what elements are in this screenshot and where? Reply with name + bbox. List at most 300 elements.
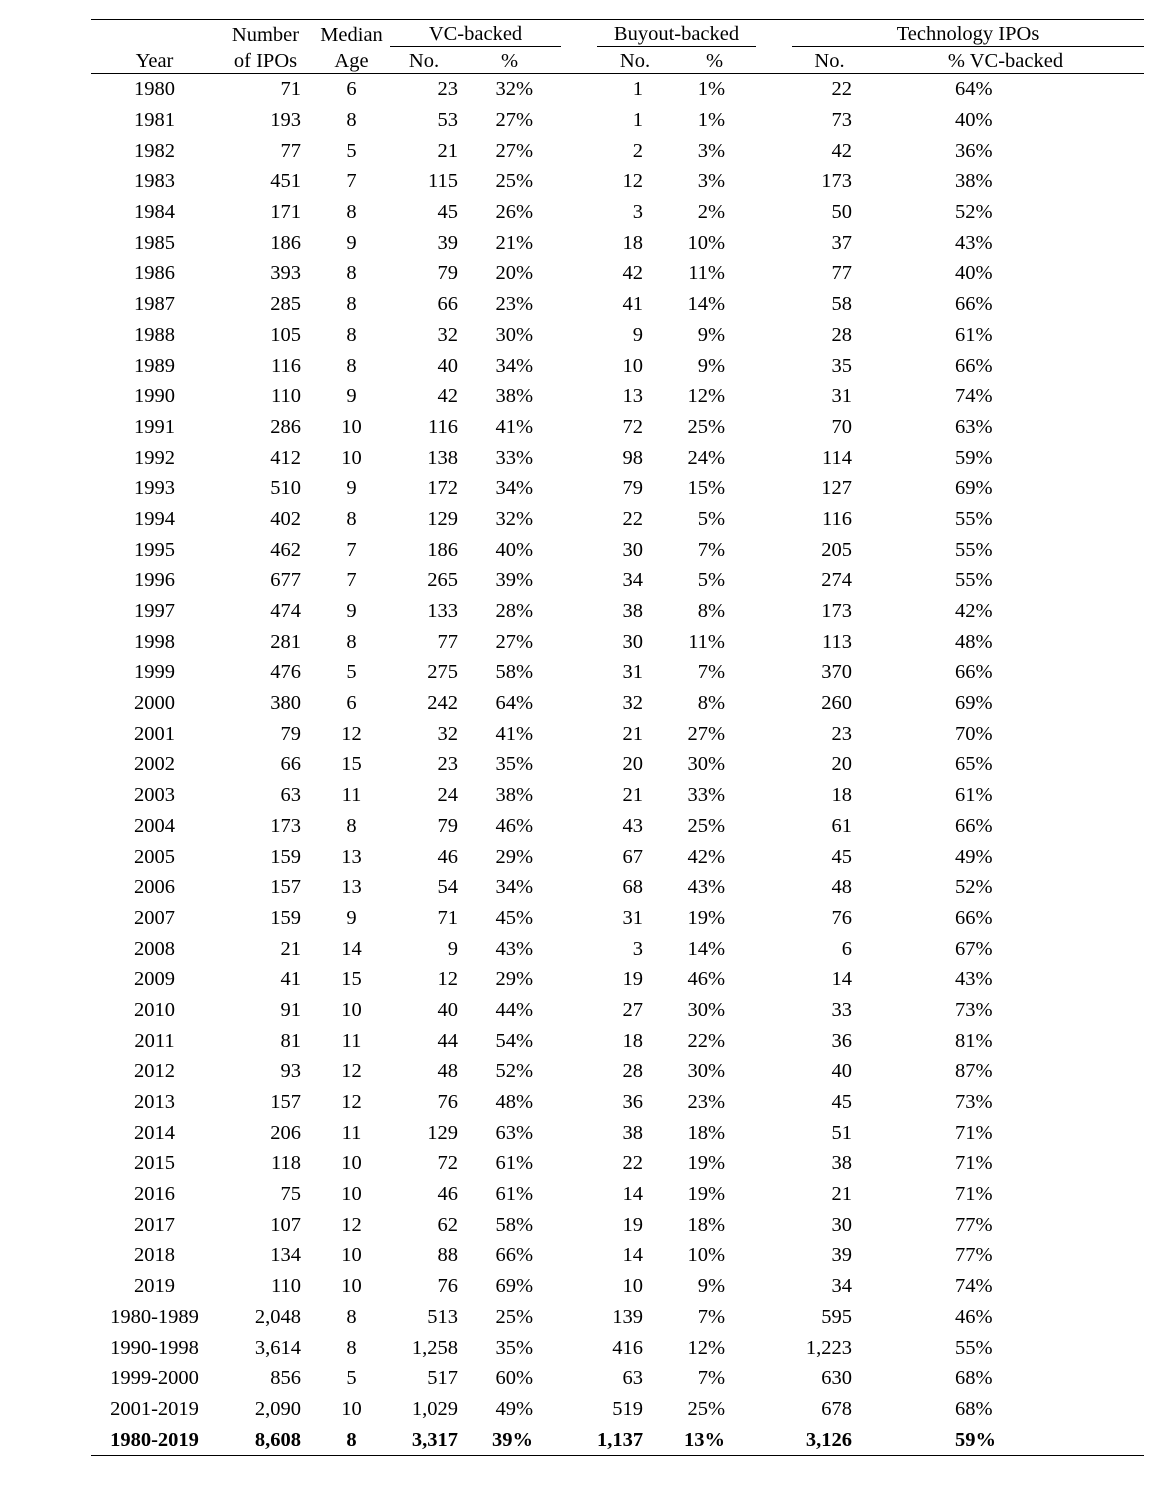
cell-median-age: 12 xyxy=(341,722,362,745)
cell-buyout-no: 139 xyxy=(612,1305,644,1328)
cell-tech-pct-vc-backed: 38% xyxy=(955,170,993,193)
cell-tech-no: 73 xyxy=(831,109,853,132)
table-row xyxy=(91,197,1144,228)
cell-tech-pct-vc-backed: 49% xyxy=(955,845,993,868)
cell-buyout-no: 18 xyxy=(622,1029,644,1052)
cell-year: 2000 xyxy=(134,692,175,715)
header-vc-backed-group: VC-backed xyxy=(390,20,561,47)
cell-median-age: 5 xyxy=(346,661,357,684)
cell-vc-no: 79 xyxy=(437,262,458,285)
cell-number-of-ipos: 91 xyxy=(280,998,301,1021)
table-row xyxy=(91,903,1144,934)
cell-vc-no: 133 xyxy=(427,600,458,623)
cell-tech-no: 14 xyxy=(831,968,853,991)
cell-year: 2005 xyxy=(134,845,175,868)
cell-year: 2016 xyxy=(134,1183,175,1206)
cell-buyout-no: 31 xyxy=(622,906,644,929)
cell-tech-no: 205 xyxy=(821,538,853,561)
cell-vc-pct: 46% xyxy=(495,814,534,837)
cell-buyout-no: 12 xyxy=(622,170,644,193)
cell-tech-pct-vc-backed: 61% xyxy=(955,784,993,807)
cell-year: 2001-2019 xyxy=(110,1397,199,1420)
cell-year: 1983 xyxy=(134,170,175,193)
cell-vc-no: 42 xyxy=(437,385,458,408)
cell-vc-pct: 60% xyxy=(495,1367,534,1390)
cell-tech-no: 370 xyxy=(821,661,853,684)
cell-vc-no: 23 xyxy=(437,753,458,776)
cell-median-age: 10 xyxy=(341,998,362,1021)
cell-tech-no: 20 xyxy=(831,753,853,776)
cell-tech-no: 31 xyxy=(831,385,853,408)
cell-tech-no: 45 xyxy=(831,845,853,868)
header-number-line1: Number xyxy=(218,20,313,47)
header-number-line2: of IPOs xyxy=(218,47,313,74)
cell-tech-pct-vc-backed: 69% xyxy=(955,692,993,715)
cell-tech-no: 173 xyxy=(821,600,853,623)
cell-median-age: 9 xyxy=(346,906,357,929)
cell-buyout-pct: 33% xyxy=(687,784,726,807)
cell-median-age: 5 xyxy=(346,1367,357,1390)
cell-median-age: 10 xyxy=(341,446,362,469)
cell-tech-pct-vc-backed: 59% xyxy=(955,446,993,469)
cell-buyout-pct: 7% xyxy=(697,1305,726,1328)
header-tech-pct-vc-backed: % VC-backed xyxy=(867,47,1144,74)
cell-buyout-no: 72 xyxy=(622,415,644,438)
table-row xyxy=(91,1087,1144,1118)
cell-buyout-pct: 19% xyxy=(687,906,726,929)
cell-vc-pct: 25% xyxy=(495,170,534,193)
cell-year: 1990 xyxy=(134,385,175,408)
cell-vc-no: 275 xyxy=(427,661,458,684)
cell-tech-no: 3,126 xyxy=(792,1424,867,1455)
cell-year: 2002 xyxy=(134,753,175,776)
cell-tech-no: 58 xyxy=(831,293,853,316)
cell-vc-pct: 35% xyxy=(495,753,534,776)
cell-tech-no: 23 xyxy=(831,722,853,745)
cell-vc-pct: 52% xyxy=(495,1060,534,1083)
cell-vc-no: 62 xyxy=(437,1213,458,1236)
cell-buyout-pct: 25% xyxy=(687,415,726,438)
table-row xyxy=(91,504,1144,535)
cell-tech-pct-vc-backed: 68% xyxy=(955,1367,993,1390)
table-row xyxy=(91,780,1144,811)
cell-vc-pct: 63% xyxy=(495,1121,534,1144)
cell-number-of-ipos: 474 xyxy=(270,600,301,623)
table-row xyxy=(91,841,1144,872)
cell-tech-pct-vc-backed: 48% xyxy=(955,630,993,653)
cell-buyout-pct: 15% xyxy=(687,477,726,500)
cell-buyout-pct: 7% xyxy=(697,1367,726,1390)
cell-vc-pct: 45% xyxy=(495,906,534,929)
table-row xyxy=(91,105,1144,136)
cell-median-age: 9 xyxy=(346,231,357,254)
cell-vc-pct: 38% xyxy=(495,784,534,807)
cell-year: 2012 xyxy=(134,1060,175,1083)
cell-tech-pct-vc-backed: 77% xyxy=(955,1244,993,1267)
cell-year: 1987 xyxy=(134,293,175,316)
cell-number-of-ipos: 77 xyxy=(280,139,301,162)
cell-number-of-ipos: 451 xyxy=(270,170,301,193)
cell-vc-pct: 61% xyxy=(495,1152,534,1175)
cell-buyout-pct: 25% xyxy=(687,814,726,837)
cell-buyout-no: 19 xyxy=(622,968,644,991)
cell-buyout-pct: 19% xyxy=(687,1183,726,1206)
cell-vc-no: 79 xyxy=(437,814,458,837)
table-row xyxy=(91,933,1144,964)
cell-number-of-ipos: 159 xyxy=(270,845,301,868)
cell-buyout-no: 41 xyxy=(622,293,644,316)
cell-tech-no: 48 xyxy=(831,876,853,899)
cell-tech-no: 114 xyxy=(822,446,853,469)
cell-vc-pct: 35% xyxy=(495,1336,534,1359)
cell-vc-no: 186 xyxy=(427,538,458,561)
cell-tech-no: 37 xyxy=(831,231,853,254)
cell-buyout-pct: 7% xyxy=(697,661,726,684)
cell-year: 1992 xyxy=(134,446,175,469)
cell-tech-pct-vc-backed: 42% xyxy=(955,600,993,623)
cell-number-of-ipos: 66 xyxy=(280,753,301,776)
cell-median-age: 8 xyxy=(346,1336,357,1359)
cell-tech-no: 274 xyxy=(821,569,853,592)
cell-buyout-no: 519 xyxy=(612,1397,644,1420)
cell-vc-pct: 58% xyxy=(495,661,534,684)
table-row xyxy=(91,565,1144,596)
cell-year: 2004 xyxy=(134,814,175,837)
cell-buyout-no: 27 xyxy=(622,998,644,1021)
cell-buyout-no: 21 xyxy=(622,784,644,807)
cell-median-age: 9 xyxy=(346,477,357,500)
cell-buyout-no: 34 xyxy=(622,569,644,592)
cell-buyout-pct: 14% xyxy=(687,937,726,960)
cell-buyout-no: 36 xyxy=(622,1091,644,1114)
cell-vc-no: 242 xyxy=(427,692,458,715)
cell-tech-no: 22 xyxy=(831,78,853,101)
cell-tech-no: 173 xyxy=(821,170,853,193)
cell-tech-no: 51 xyxy=(831,1121,853,1144)
cell-tech-pct-vc-backed: 74% xyxy=(955,1275,993,1298)
cell-tech-pct-vc-backed: 66% xyxy=(955,906,993,929)
cell-buyout-no: 79 xyxy=(622,477,644,500)
cell-year: 1981 xyxy=(134,109,175,132)
cell-buyout-pct: 8% xyxy=(697,692,726,715)
cell-tech-pct-vc-backed: 52% xyxy=(955,876,993,899)
cell-tech-no: 70 xyxy=(831,415,853,438)
cell-median-age: 8 xyxy=(346,630,357,653)
cell-vc-no: 44 xyxy=(437,1029,458,1052)
cell-median-age: 14 xyxy=(341,937,362,960)
ipo-statistics-table-container xyxy=(91,19,1144,1456)
cell-tech-no: 38 xyxy=(831,1152,853,1175)
cell-vc-no: 21 xyxy=(437,139,458,162)
cell-vc-no: 24 xyxy=(437,784,458,807)
cell-year: 2014 xyxy=(134,1121,175,1144)
cell-buyout-no: 416 xyxy=(612,1336,644,1359)
cell-vc-pct: 21% xyxy=(495,231,534,254)
cell-median-age: 15 xyxy=(341,968,362,991)
table-row xyxy=(91,718,1144,749)
cell-vc-no: 76 xyxy=(437,1091,458,1114)
cell-buyout-pct: 30% xyxy=(687,998,726,1021)
cell-tech-pct-vc-backed: 61% xyxy=(955,323,993,346)
cell-number-of-ipos: 402 xyxy=(270,507,301,530)
cell-median-age: 8 xyxy=(346,814,357,837)
table-row xyxy=(91,534,1144,565)
cell-vc-pct: 23% xyxy=(495,293,534,316)
table-row xyxy=(91,442,1144,473)
cell-number-of-ipos: 476 xyxy=(270,661,301,684)
cell-vc-no: 138 xyxy=(427,446,458,469)
cell-tech-pct-vc-backed: 52% xyxy=(955,201,993,224)
cell-number-of-ipos: 110 xyxy=(271,385,301,408)
cell-vc-no: 513 xyxy=(427,1305,458,1328)
cell-vc-no: 9 xyxy=(447,937,458,960)
cell-vc-no: 88 xyxy=(437,1244,458,1267)
cell-vc-no: 23 xyxy=(437,78,458,101)
table-row xyxy=(91,74,1144,105)
cell-year: 1994 xyxy=(134,507,175,530)
cell-vc-no: 129 xyxy=(427,507,458,530)
cell-buyout-no: 31 xyxy=(622,661,644,684)
cell-number-of-ipos: 173 xyxy=(270,814,301,837)
cell-median-age: 8 xyxy=(346,293,357,316)
cell-vc-no: 72 xyxy=(437,1152,458,1175)
cell-vc-pct: 61% xyxy=(495,1183,534,1206)
cell-buyout-pct: 11% xyxy=(688,262,726,285)
cell-year: 2010 xyxy=(134,998,175,1021)
table-row xyxy=(91,320,1144,351)
cell-tech-no: 36 xyxy=(831,1029,853,1052)
table-row xyxy=(91,1179,1144,1210)
cell-median-age: 11 xyxy=(341,784,362,807)
cell-tech-pct-vc-backed: 73% xyxy=(955,1091,993,1114)
cell-median-age: 9 xyxy=(346,600,357,623)
table-row xyxy=(91,964,1144,995)
cell-vc-pct: 43% xyxy=(495,937,534,960)
cell-buyout-pct: 11% xyxy=(688,630,726,653)
cell-median-age: 11 xyxy=(341,1029,362,1052)
table-row xyxy=(91,626,1144,657)
cell-median-age: 8 xyxy=(346,1305,357,1328)
cell-vc-no: 172 xyxy=(427,477,458,500)
cell-number-of-ipos: 2,090 xyxy=(254,1397,301,1420)
cell-vc-pct: 28% xyxy=(495,600,534,623)
cell-median-age: 7 xyxy=(346,569,357,592)
cell-buyout-no: 22 xyxy=(622,507,644,530)
table-row xyxy=(91,1394,1144,1425)
cell-year: 2001 xyxy=(134,722,175,745)
header-vc-pct: % xyxy=(458,47,561,74)
cell-tech-pct-vc-backed: 46% xyxy=(955,1305,993,1328)
cell-tech-no: 18 xyxy=(831,784,853,807)
cell-tech-pct-vc-backed: 68% xyxy=(955,1397,993,1420)
cell-tech-no: 61 xyxy=(831,814,853,837)
cell-buyout-pct: 1% xyxy=(697,78,726,101)
cell-number-of-ipos: 93 xyxy=(280,1060,301,1083)
cell-tech-no: 260 xyxy=(821,692,853,715)
cell-vc-pct: 34% xyxy=(495,477,534,500)
cell-number-of-ipos: 856 xyxy=(270,1367,301,1390)
cell-number-of-ipos: 8,608 xyxy=(218,1424,313,1455)
cell-vc-no: 116 xyxy=(428,415,458,438)
cell-tech-pct-vc-backed: 55% xyxy=(955,538,993,561)
cell-tech-no: 35 xyxy=(831,354,853,377)
cell-year: 1999 xyxy=(134,661,175,684)
cell-tech-pct-vc-backed: 55% xyxy=(955,1336,993,1359)
cell-vc-no: 76 xyxy=(437,1275,458,1298)
cell-buyout-pct: 19% xyxy=(687,1152,726,1175)
table-row xyxy=(91,135,1144,166)
cell-tech-pct-vc-backed: 36% xyxy=(955,139,993,162)
cell-number-of-ipos: 157 xyxy=(270,876,301,899)
table-row xyxy=(91,1117,1144,1148)
table-row xyxy=(91,811,1144,842)
cell-tech-pct-vc-backed: 71% xyxy=(955,1152,993,1175)
cell-year: 1980-1989 xyxy=(110,1305,199,1328)
table-row xyxy=(91,1025,1144,1056)
cell-buyout-pct: 18% xyxy=(687,1213,726,1236)
cell-tech-pct-vc-backed: 81% xyxy=(955,1029,993,1052)
cell-buyout-no: 38 xyxy=(622,1121,644,1144)
cell-vc-no: 32 xyxy=(437,323,458,346)
cell-number-of-ipos: 79 xyxy=(280,722,301,745)
cell-median-age: 8 xyxy=(346,507,357,530)
cell-vc-no: 265 xyxy=(427,569,458,592)
cell-tech-no: 76 xyxy=(831,906,853,929)
cell-buyout-no: 43 xyxy=(622,814,644,837)
cell-number-of-ipos: 107 xyxy=(270,1213,301,1236)
cell-buyout-no: 9 xyxy=(632,323,644,346)
cell-year: 1982 xyxy=(134,139,175,162)
cell-year: 1997 xyxy=(134,600,175,623)
cell-year: 2006 xyxy=(134,876,175,899)
cell-buyout-pct: 12% xyxy=(687,1336,726,1359)
cell-number-of-ipos: 380 xyxy=(270,692,301,715)
cell-vc-no: 48 xyxy=(437,1060,458,1083)
cell-buyout-no: 67 xyxy=(622,845,644,868)
cell-buyout-pct: 12% xyxy=(687,385,726,408)
cell-number-of-ipos: 21 xyxy=(280,937,301,960)
cell-tech-pct-vc-backed: 63% xyxy=(955,415,993,438)
cell-tech-pct-vc-backed: 55% xyxy=(955,569,993,592)
cell-buyout-no: 38 xyxy=(622,600,644,623)
cell-tech-pct-vc-backed: 74% xyxy=(955,385,993,408)
cell-vc-no: 129 xyxy=(427,1121,458,1144)
total-row xyxy=(91,1424,1144,1455)
cell-buyout-no: 98 xyxy=(622,446,644,469)
cell-tech-pct-vc-backed: 71% xyxy=(955,1183,993,1206)
cell-tech-no: 30 xyxy=(831,1213,853,1236)
cell-year: 2009 xyxy=(134,968,175,991)
cell-buyout-pct: 18% xyxy=(687,1121,726,1144)
cell-vc-no: 40 xyxy=(437,354,458,377)
header-year: Year xyxy=(91,47,218,74)
cell-buyout-no: 20 xyxy=(622,753,644,776)
cell-buyout-pct: 5% xyxy=(697,569,726,592)
cell-year: 2017 xyxy=(134,1213,175,1236)
cell-buyout-pct: 24% xyxy=(687,446,726,469)
cell-year: 1998 xyxy=(134,630,175,653)
cell-tech-pct-vc-backed: 64% xyxy=(955,78,993,101)
cell-number-of-ipos: 71 xyxy=(280,78,301,101)
cell-vc-pct: 41% xyxy=(495,722,534,745)
cell-tech-pct-vc-backed: 66% xyxy=(955,354,993,377)
cell-vc-pct: 25% xyxy=(495,1305,534,1328)
cell-median-age: 8 xyxy=(346,201,357,224)
cell-median-age: 12 xyxy=(341,1060,362,1083)
cell-year: 2007 xyxy=(134,906,175,929)
table-row xyxy=(91,1148,1144,1179)
cell-tech-pct-vc-backed: 67% xyxy=(955,937,993,960)
cell-vc-no: 46 xyxy=(437,1183,458,1206)
header-buyout-no: No. xyxy=(597,47,673,74)
cell-year: 2003 xyxy=(134,784,175,807)
cell-median-age: 8 xyxy=(346,323,357,346)
cell-vc-pct: 54% xyxy=(495,1029,534,1052)
cell-median-age: 8 xyxy=(346,262,357,285)
cell-vc-pct: 39% xyxy=(458,1424,561,1455)
table-row xyxy=(91,412,1144,443)
cell-vc-pct: 27% xyxy=(495,139,534,162)
cell-median-age: 13 xyxy=(341,876,362,899)
cell-buyout-pct: 7% xyxy=(697,538,726,561)
cell-number-of-ipos: 677 xyxy=(270,569,301,592)
cell-number-of-ipos: 81 xyxy=(280,1029,301,1052)
table-row xyxy=(91,1363,1144,1394)
cell-tech-pct-vc-backed: 71% xyxy=(955,1121,993,1144)
cell-vc-pct: 32% xyxy=(495,507,534,530)
cell-number-of-ipos: 186 xyxy=(270,231,301,254)
cell-tech-pct-vc-backed: 66% xyxy=(955,814,993,837)
cell-buyout-no: 21 xyxy=(622,722,644,745)
cell-vc-pct: 33% xyxy=(495,446,534,469)
cell-buyout-no: 2 xyxy=(632,139,644,162)
cell-vc-no: 1,029 xyxy=(411,1397,458,1420)
cell-year: 2013 xyxy=(134,1091,175,1114)
cell-number-of-ipos: 2,048 xyxy=(254,1305,301,1328)
table-row xyxy=(91,289,1144,320)
cell-buyout-pct: 3% xyxy=(697,139,726,162)
cell-buyout-no: 68 xyxy=(622,876,644,899)
cell-tech-pct-vc-backed: 65% xyxy=(955,753,993,776)
cell-median-age: 7 xyxy=(346,538,357,561)
cell-year: 1980-2019 xyxy=(91,1424,218,1455)
header-row-columns xyxy=(91,47,1144,74)
cell-tech-no: 678 xyxy=(821,1397,853,1420)
cell-tech-pct-vc-backed: 77% xyxy=(955,1213,993,1236)
cell-buyout-pct: 9% xyxy=(697,1275,726,1298)
table-row xyxy=(91,1056,1144,1087)
cell-tech-no: 1,223 xyxy=(805,1336,853,1359)
cell-number-of-ipos: 157 xyxy=(270,1091,301,1114)
header-buyout-backed-group: Buyout-backed xyxy=(597,20,756,47)
cell-buyout-no: 28 xyxy=(622,1060,644,1083)
cell-number-of-ipos: 110 xyxy=(271,1275,301,1298)
cell-buyout-pct: 10% xyxy=(687,231,726,254)
cell-buyout-no: 1 xyxy=(632,109,644,132)
cell-vc-no: 1,258 xyxy=(411,1336,458,1359)
cell-vc-pct: 27% xyxy=(495,630,534,653)
cell-median-age: 7 xyxy=(346,170,357,193)
cell-vc-pct: 26% xyxy=(495,201,534,224)
cell-buyout-no: 3 xyxy=(632,201,644,224)
cell-buyout-pct: 5% xyxy=(697,507,726,530)
cell-number-of-ipos: 63 xyxy=(280,784,301,807)
cell-vc-pct: 20% xyxy=(495,262,534,285)
cell-median-age: 8 xyxy=(346,354,357,377)
cell-median-age: 10 xyxy=(341,1152,362,1175)
cell-vc-no: 517 xyxy=(427,1367,458,1390)
cell-median-age: 8 xyxy=(313,1424,390,1455)
